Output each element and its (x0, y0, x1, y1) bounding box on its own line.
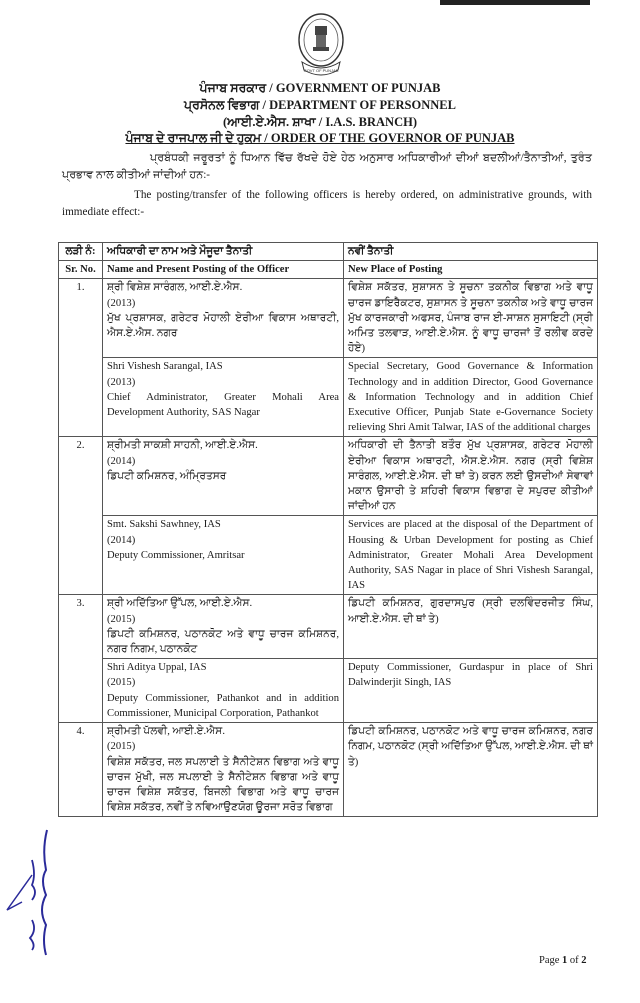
top-edge-artifact (430, 0, 610, 6)
new-posting-punjabi: ਵਿਸ਼ੇਸ਼ ਸਕੱਤਰ, ਸੁਸ਼ਾਸਨ ਤੇ ਸੂਚਨਾ ਤਕਨੀਕ ਵਿਭਾਗ ਅਤੇ ਵਾਧੂ ਚਾਰਜ ਡਾਇਰੈਕਟਰ, ਸੁਸ਼ਾਸਨ ਤੇ ਸੂਚਨਾ ਤਕਨੀਕ ਅਤੇ ਵਾਧੂ ਚਾਰਜ ਮੁੱਖ ਕਾਰਜਕਾਰੀ ਅਫਸਰ, ਪੰਜਾਬ ਰਾਜ ਈ-ਸਾਸ਼ਨ ਸੁਸਾਇਟੀ (ਸ੍ਰੀ ਅਮਿਤ ਤਲਵਾੜ, ਆਈ.ਏ.ਐਸ. ਨੂੰ ਵਾਧੂ ਚਾਰਜਾਂ ਤੋਂ ਰਲੀਵ ਕਰਦੇ ਹੋਏ) (344, 279, 598, 358)
table-row (59, 516, 598, 595)
header-branch: (ਆਈ.ਏ.ਐਸ. ਸ਼ਾਖਾ / I.A.S. BRANCH) (222, 115, 417, 129)
officer-name-punjabi: ਸ਼੍ਰੀਮਤੀ ਸਾਕਸ਼ੀ ਸਾਹਨੀ, ਆਈ.ਏ.ਐਸ. (107, 440, 258, 452)
col-header-officer: Name and Present Posting of the Officer (103, 261, 344, 279)
new-posting: Special Secretary, Good Governance & Information Technology and in addition Director, Good Governance & Information Technology and in addition Chief Executive Officer, Punjab State e-Governance Society relieving Shri Amit Talwar, IAS of the additional charges (344, 358, 598, 437)
present-posting-punjabi: ਮੁੱਖ ਪ੍ਰਸ਼ਾਸਕ, ਗਰੇਟਰ ਮੋਹਾਲੀ ਏਰੀਆ ਵਿਕਾਸ ਅਥਾਰਟੀ, ਐਸ.ਏ.ਐਸ. ਨਗਰ (107, 312, 339, 340)
officer-cell-english (103, 516, 344, 595)
new-posting: Services are placed at the disposal of the Department of Housing & Urban Development for posting as Chief Administrator, Greater Mohali Area Development Authority, SAS Nagar in place of Shri Vishesh Sarangal, IAS (344, 516, 598, 595)
officer-cell-punjabi (103, 723, 344, 817)
present-posting: Deputy Commissioner, Amritsar (107, 549, 245, 561)
table-row (59, 358, 598, 437)
officer-batch: (2015) (107, 741, 136, 753)
new-posting-punjabi: ਡਿਪਟੀ ਕਮਿਸ਼ਨਰ, ਗੁਰਦਾਸਪੁਰ (ਸ੍ਰੀ ਦਲਵਿੰਦਰਜੀਤ ਸਿੰਘ, ਆਈ.ਏ.ਐਸ. ਦੀ ਥਾਂ ਤੇ) (344, 595, 598, 659)
intro-english: The posting/transfer of the following officers is hereby ordered, on administrative grounds, with immediate effect:- (62, 189, 592, 218)
officer-cell-punjabi (103, 595, 344, 659)
table-row (59, 723, 598, 817)
officer-cell-punjabi (103, 437, 344, 516)
page-number (539, 955, 587, 966)
table-row (59, 437, 598, 516)
present-posting-punjabi: ਡਿਪਟੀ ਕਮਿਸ਼ਨਰ, ਪਠਾਨਕੋਟ ਅਤੇ ਵਾਧੂ ਚਾਰਜ ਕਮਿਸ਼ਨਰ, ਨਗਰ ਨਿਗਮ, ਪਠਾਨਕੋਟ (107, 628, 339, 656)
intro-punjabi: ਪ੍ਰਬੰਧਕੀ ਜਰੂਰਤਾਂ ਨੂੰ ਧਿਆਨ ਵਿੱਚ ਰੱਖਦੇ ਹੋਏ ਹੇਠ ਅਨੁਸਾਰ ਅਧਿਕਾਰੀਆਂ ਦੀਆਂ ਬਦਲੀਆਂ/ਤੈਨਾਤੀਆਂ, ਤੁਰੰਤ ਪ੍ਰਭਾਵ ਨਾਲ ਕੀਤੀਆਂ ਜਾਂਦੀਆਂ ਹਨ:- (62, 152, 592, 181)
total-pages: 2 (581, 955, 587, 966)
page-label: Page (539, 955, 563, 966)
new-posting: Deputy Commissioner, Gurdaspur in place of Shri Dalwinderjit Singh, IAS (344, 659, 598, 723)
postings-table (58, 242, 598, 817)
officer-cell-english (103, 659, 344, 723)
order-title: ਪੰਜਾਬ ਦੇ ਰਾਜਪਾਲ ਜੀ ਦੇ ਹੁਕਮ / ORDER OF THE GOVERNOR OF PUNJAB (125, 131, 515, 145)
table-row (59, 659, 598, 723)
officer-name: Shri Vishesh Sarangal, IAS (107, 361, 223, 373)
col-header-sr: Sr. No. (59, 261, 103, 279)
officer-batch: (2014) (107, 455, 136, 467)
current-page: 1 (562, 955, 568, 966)
officer-batch: (2015) (107, 677, 136, 689)
officer-batch: (2013) (107, 297, 136, 309)
header-department: ਪ੍ਰਸੋਨਲ ਵਿਭਾਗ / DEPARTMENT OF PERSONNEL (184, 98, 456, 112)
officer-cell-english (103, 358, 344, 437)
page-of-label: of (567, 955, 582, 966)
new-posting-punjabi: ਅਧਿਕਾਰੀ ਦੀ ਤੈਨਾਤੀ ਬਤੌਰ ਮੁੱਖ ਪ੍ਰਸ਼ਾਸਕ, ਗਰੇਟਰ ਮੋਹਾਲੀ ਏਰੀਆ ਵਿਕਾਸ ਅਥਾਰਟੀ, ਐਸ.ਏ.ਐਸ. ਨਗਰ (ਸ੍ਰੀ ਵਿਸ਼ੇਸ਼ ਸਾਰੰਗਲ, ਆਈ.ਏ.ਐਸ. ਦੀ ਥਾਂ ਤੇ) ਕਰਨ ਲਈ ਉਸਦੀਆਂ ਸੇਵਾਵਾਂ ਮਕਾਨ ਉਸਾਰੀ ਤੇ ਸ਼ਹਿਰੀ ਵਿਕਾਸ ਵਿਭਾਗ ਦੇ ਸਪੁਰਦ ਕੀਤੀਆਂ ਜਾਂਦੀਆਂ ਹਨ (344, 437, 598, 516)
table-header-punjabi (59, 243, 598, 261)
present-posting-punjabi: ਵਿਸ਼ੇਸ਼ ਸਕੱਤਰ, ਜਲ ਸਪਲਾਈ ਤੇ ਸੈਨੀਟੇਸ਼ਨ ਵਿਭਾਗ ਅਤੇ ਵਾਧੂ ਚਾਰਜ ਮੁੱਖੀ, ਜਲ ਸਪਲਾਈ ਤੇ ਸੈਨੀਟੇਸ਼ਨ ਵਿਭਾਗ ਅਤੇ ਵਾਧੂ ਚਾਰਜ ਵਿਸ਼ੇਸ਼ ਸਕੱਤਰ, ਬਿਜਲੀ ਵਿਭਾਗ ਅਤੇ ਵਾਧੂ ਚਾਰਜ ਵਿਸ਼ੇਸ਼ ਸਕੱਤਰ, ਨਵੀਂ ਤੇ ਨਵਿਆਉਣਯੋਗ ਊਰਜਾ ਸਰੋਤ ਵਿਭਾਗ (107, 756, 339, 814)
officer-name-punjabi: ਸ਼੍ਰੀ ਅਦਿੱਤਿਆ ਉੱਪਲ, ਆਈ.ਏ.ਐਸ. (107, 598, 253, 610)
sr-no: 3. (59, 595, 103, 723)
svg-text:GOVT OF PUNJAB: GOVT OF PUNJAB (303, 68, 339, 73)
table-row (59, 279, 598, 358)
col-header-new-posting-punjabi: ਨਵੀਂ ਤੈਨਾਤੀ (344, 243, 598, 261)
present-posting-punjabi: ਡਿਪਟੀ ਕਮਿਸ਼ਨਰ, ਅੰਮ੍ਰਿਤਸਰ (107, 470, 227, 482)
sr-no: 4. (59, 723, 103, 817)
officer-name: Shri Aditya Uppal, IAS (107, 662, 207, 674)
officer-cell-punjabi (103, 279, 344, 358)
col-header-new-posting: New Place of Posting (344, 261, 598, 279)
table-row (59, 595, 598, 659)
officer-name: Smt. Sakshi Sawhney, IAS (107, 519, 221, 531)
officer-name-punjabi: ਸ਼੍ਰੀਮਤੀ ਪੱਲਵੀ, ਆਈ.ਏ.ਐਸ. (107, 726, 225, 738)
handwritten-signature (2, 820, 62, 970)
col-header-officer-punjabi: ਅਧਿਕਾਰੀ ਦਾ ਨਾਮ ਅਤੇ ਮੌਜੂਦਾ ਤੈਨਾਤੀ (103, 243, 344, 261)
officer-batch: (2013) (107, 376, 136, 388)
col-header-sr-punjabi: ਲੜੀ ਨੰ: (59, 243, 103, 261)
table-header-english (59, 261, 598, 279)
officer-name-punjabi: ਸ਼੍ਰੀ ਵਿਸ਼ੇਸ਼ ਸਾਰੰਗਲ, ਆਈ.ਏ.ਐਸ. (107, 282, 243, 294)
state-emblem-logo (296, 12, 346, 80)
sr-no: 1. (59, 279, 103, 437)
officer-batch: (2015) (107, 613, 136, 625)
present-posting: Chief Administrator, Greater Mohali Area Development Authority, SAS Nagar (107, 391, 339, 419)
header-government: ਪੰਜਾਬ ਸਰਕਾਰ / GOVERNMENT OF PUNJAB (199, 81, 441, 95)
new-posting-punjabi: ਡਿਪਟੀ ਕਮਿਸ਼ਨਰ, ਪਠਾਨਕੋਟ ਅਤੇ ਵਾਧੂ ਚਾਰਜ ਕਮਿਸ਼ਨਰ, ਨਗਰ ਨਿਗਮ, ਪਠਾਨਕੋਟ (ਸ੍ਰੀ ਅਦਿੱਤਿਆ ਉੱਪਲ, ਆਈ.ਏ.ਐਸ. ਦੀ ਥਾਂ ਤੇ) (344, 723, 598, 817)
officer-batch: (2014) (107, 534, 136, 546)
present-posting: Deputy Commissioner, Pathankot and in addition Commissioner, Municipal Corporation, Pathankot (107, 692, 339, 719)
sr-no: 2. (59, 437, 103, 595)
